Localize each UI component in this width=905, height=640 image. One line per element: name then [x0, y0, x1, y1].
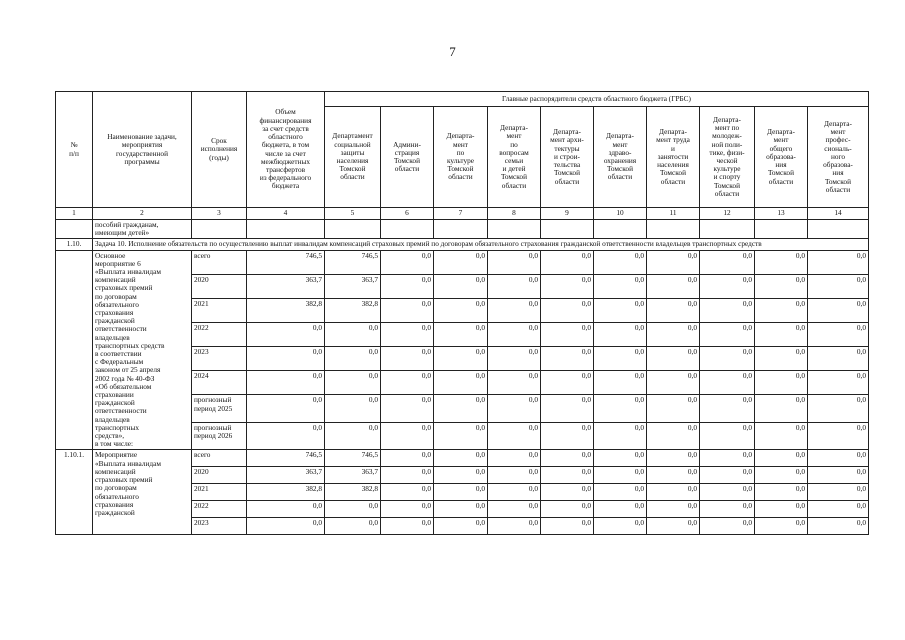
value-cell: 0,0 — [434, 395, 488, 423]
header-term: Срок исполнения (годы) — [192, 92, 247, 208]
header-grbs-8: Департа- мент по молодеж- ной поли- тике, физи- ческой культуре и спорту Томской области — [700, 107, 755, 208]
term-cell: 2024 — [192, 371, 247, 395]
column-number-10: 10 — [594, 208, 647, 220]
value-cell: 0,0 — [700, 395, 755, 423]
task-no: 1.10. — [56, 239, 93, 250]
value-cell: 0,0 — [594, 395, 647, 423]
value-cell: 746,5 — [247, 450, 325, 467]
value-cell: 0,0 — [808, 274, 869, 298]
column-number-2: 2 — [93, 208, 192, 220]
value-cell: 0,0 — [808, 501, 869, 518]
value-cell: 0,0 — [541, 467, 594, 484]
carryover-text: пособий гражданам, имеющим детей» — [93, 220, 192, 239]
value-cell: 0,0 — [700, 422, 755, 450]
value-cell: 0,0 — [325, 518, 381, 535]
value-cell: 0,0 — [755, 322, 808, 346]
value-cell: 0,0 — [594, 422, 647, 450]
value-cell: 0,0 — [700, 484, 755, 501]
value-cell: 0,0 — [647, 371, 700, 395]
header-grbs-9: Департа- мент общего образова- ния Томской области — [755, 107, 808, 208]
task-row — [56, 239, 869, 250]
value-cell: 0,0 — [647, 298, 700, 322]
value-cell: 0,0 — [647, 501, 700, 518]
page-number: 7 — [449, 44, 456, 59]
value-cell: 0,0 — [647, 484, 700, 501]
value-cell: 0,0 — [755, 371, 808, 395]
value-cell: 0,0 — [381, 467, 434, 484]
column-number-7: 7 — [434, 208, 488, 220]
value-cell: 0,0 — [247, 347, 325, 371]
value-cell: 0,0 — [434, 274, 488, 298]
value-cell: 0,0 — [434, 450, 488, 467]
value-cell: 0,0 — [541, 484, 594, 501]
column-number-3: 3 — [192, 208, 247, 220]
term-cell: всего — [192, 250, 247, 274]
value-cell: 0,0 — [541, 347, 594, 371]
value-cell: 0,0 — [808, 347, 869, 371]
column-number-5: 5 — [325, 208, 381, 220]
value-cell: 0,0 — [755, 467, 808, 484]
value-cell: 0,0 — [434, 467, 488, 484]
value-cell: 0,0 — [594, 484, 647, 501]
value-cell: 0,0 — [594, 274, 647, 298]
row-number — [56, 250, 93, 450]
value-cell: 0,0 — [808, 371, 869, 395]
value-cell: 0,0 — [247, 395, 325, 423]
value-cell: 382,8 — [247, 298, 325, 322]
term-cell: прогнозный период 2026 — [192, 422, 247, 450]
term-cell: прогнозный период 2025 — [192, 395, 247, 423]
value-cell: 0,0 — [755, 422, 808, 450]
term-cell: 2020 — [192, 274, 247, 298]
value-cell: 0,0 — [647, 467, 700, 484]
task-text: Задача 10. Исполнение обязательств по осуществлению выплат инвалидам компенсаций страховых премий по договорам обязательного страхования гражданской ответственности владельцев транспортных средств — [93, 239, 869, 250]
value-cell: 382,8 — [325, 484, 381, 501]
value-cell: 0,0 — [381, 422, 434, 450]
value-cell: 0,0 — [594, 518, 647, 535]
value-cell: 0,0 — [594, 450, 647, 467]
value-cell: 0,0 — [381, 347, 434, 371]
value-cell: 0,0 — [488, 274, 541, 298]
table-row — [56, 250, 869, 274]
value-cell: 0,0 — [700, 274, 755, 298]
term-cell: всего — [192, 450, 247, 467]
value-cell: 0,0 — [247, 371, 325, 395]
value-cell: 0,0 — [325, 501, 381, 518]
term-cell: 2023 — [192, 518, 247, 535]
term-cell: 2021 — [192, 484, 247, 501]
value-cell: 0,0 — [594, 467, 647, 484]
value-cell: 0,0 — [755, 395, 808, 423]
value-cell: 0,0 — [247, 322, 325, 346]
value-cell: 0,0 — [700, 298, 755, 322]
header-row-1 — [56, 92, 869, 107]
value-cell: 0,0 — [488, 467, 541, 484]
value-cell: 0,0 — [700, 450, 755, 467]
value-cell: 746,5 — [325, 250, 381, 274]
value-cell: 746,5 — [325, 450, 381, 467]
term-cell: 2022 — [192, 501, 247, 518]
value-cell: 0,0 — [647, 518, 700, 535]
value-cell: 0,0 — [700, 467, 755, 484]
value-cell: 0,0 — [381, 501, 434, 518]
value-cell: 0,0 — [381, 250, 434, 274]
value-cell: 0,0 — [434, 347, 488, 371]
value-cell: 0,0 — [594, 250, 647, 274]
value-cell: 0,0 — [808, 518, 869, 535]
value-cell: 0,0 — [325, 322, 381, 346]
value-cell: 0,0 — [247, 422, 325, 450]
header-grbs-6: Департа- мент здраво- охранения Томской области — [594, 107, 647, 208]
value-cell: 382,8 — [247, 484, 325, 501]
value-cell: 0,0 — [808, 467, 869, 484]
value-cell: 363,7 — [247, 467, 325, 484]
value-cell: 0,0 — [541, 422, 594, 450]
value-cell: 0,0 — [381, 518, 434, 535]
value-cell: 0,0 — [488, 322, 541, 346]
value-cell: 0,0 — [700, 322, 755, 346]
row-number: 1.10.1. — [56, 450, 93, 535]
term-cell: 2022 — [192, 322, 247, 346]
value-cell: 0,0 — [541, 298, 594, 322]
value-cell: 363,7 — [247, 274, 325, 298]
value-cell: 0,0 — [434, 501, 488, 518]
value-cell: 0,0 — [755, 274, 808, 298]
value-cell: 0,0 — [700, 371, 755, 395]
value-cell: 0,0 — [381, 395, 434, 423]
measure-name: Основное мероприятие 6 «Выплата инвалидам компенсаций страховых премий по договорам обязательного страхования гражданской ответственности владельцев транспортных средств в соответствии с Федеральным законом от 25 апреля 2002 года № 40-ФЗ «Об обязательном страховании гражданской ответственности владельцев транспортных средств», в том числе: — [93, 250, 192, 450]
header-grbs-title: Главные распорядители средств областного бюджета (ГРБС) — [325, 92, 869, 107]
value-cell: 0,0 — [325, 395, 381, 423]
value-cell: 0,0 — [808, 395, 869, 423]
value-cell: 0,0 — [808, 298, 869, 322]
value-cell: 0,0 — [541, 322, 594, 346]
header-grbs-3: Департа- мент по культуре Томской области — [434, 107, 488, 208]
value-cell: 0,0 — [541, 395, 594, 423]
header-grbs-4: Департа- мент по вопросам семьи и детей Томской области — [488, 107, 541, 208]
value-cell: 0,0 — [434, 518, 488, 535]
value-cell: 0,0 — [381, 371, 434, 395]
value-cell: 0,0 — [700, 518, 755, 535]
term-cell: 2021 — [192, 298, 247, 322]
value-cell: 0,0 — [381, 450, 434, 467]
value-cell: 0,0 — [808, 422, 869, 450]
value-cell: 0,0 — [434, 250, 488, 274]
value-cell: 0,0 — [434, 484, 488, 501]
column-number-1: 1 — [56, 208, 93, 220]
value-cell: 0,0 — [594, 501, 647, 518]
budget-table — [55, 91, 869, 535]
value-cell: 0,0 — [488, 518, 541, 535]
value-cell: 0,0 — [381, 298, 434, 322]
value-cell: 0,0 — [434, 298, 488, 322]
value-cell: 0,0 — [541, 501, 594, 518]
value-cell: 0,0 — [647, 450, 700, 467]
carryover-row — [56, 220, 869, 239]
carryover-no — [56, 220, 93, 239]
column-numbers-row — [56, 208, 869, 220]
value-cell: 0,0 — [647, 322, 700, 346]
value-cell: 0,0 — [700, 501, 755, 518]
column-number-4: 4 — [247, 208, 325, 220]
header-grbs-10: Департа- мент профес- сиональ- ного образова- ния Томской области — [808, 107, 869, 208]
value-cell: 0,0 — [488, 501, 541, 518]
column-number-11: 11 — [647, 208, 700, 220]
value-cell: 0,0 — [488, 484, 541, 501]
value-cell: 363,7 — [325, 274, 381, 298]
value-cell: 0,0 — [434, 322, 488, 346]
value-cell: 0,0 — [755, 518, 808, 535]
value-cell: 0,0 — [594, 322, 647, 346]
value-cell: 0,0 — [594, 298, 647, 322]
value-cell: 0,0 — [325, 422, 381, 450]
value-cell: 0,0 — [488, 250, 541, 274]
header-grbs-1: Департамент социальной защиты населения Томской области — [325, 107, 381, 208]
value-cell: 0,0 — [381, 274, 434, 298]
value-cell: 0,0 — [700, 347, 755, 371]
value-cell: 0,0 — [488, 422, 541, 450]
header-no: № п/п — [56, 92, 93, 208]
value-cell: 0,0 — [541, 518, 594, 535]
header-grbs-2: Админи- страция Томской области — [381, 107, 434, 208]
value-cell: 0,0 — [755, 298, 808, 322]
column-number-14: 14 — [808, 208, 869, 220]
value-cell: 0,0 — [247, 501, 325, 518]
table-row — [56, 450, 869, 467]
value-cell: 0,0 — [541, 371, 594, 395]
value-cell: 0,0 — [488, 371, 541, 395]
value-cell: 0,0 — [488, 395, 541, 423]
value-cell: 0,0 — [808, 450, 869, 467]
value-cell: 0,0 — [434, 371, 488, 395]
value-cell: 0,0 — [488, 298, 541, 322]
column-number-9: 9 — [541, 208, 594, 220]
header-volume: Объем финансирования за счет средств областного бюджета, в том числе за счет межбюджетных трансфертов из федерального бюджета — [247, 92, 325, 208]
value-cell: 0,0 — [808, 250, 869, 274]
value-cell: 0,0 — [541, 450, 594, 467]
value-cell: 0,0 — [488, 347, 541, 371]
value-cell: 0,0 — [755, 347, 808, 371]
value-cell: 363,7 — [325, 467, 381, 484]
header-name: Наименование задачи, мероприятия государственной программы — [93, 92, 192, 208]
value-cell: 0,0 — [381, 484, 434, 501]
value-cell: 0,0 — [755, 450, 808, 467]
column-number-6: 6 — [381, 208, 434, 220]
value-cell: 0,0 — [755, 250, 808, 274]
value-cell: 0,0 — [488, 450, 541, 467]
value-cell: 0,0 — [647, 422, 700, 450]
value-cell: 0,0 — [808, 322, 869, 346]
column-number-12: 12 — [700, 208, 755, 220]
value-cell: 0,0 — [594, 347, 647, 371]
value-cell: 0,0 — [647, 347, 700, 371]
header-grbs-5: Департа- мент архи- тектуры и строи- тельства Томской области — [541, 107, 594, 208]
column-number-8: 8 — [488, 208, 541, 220]
value-cell: 0,0 — [808, 484, 869, 501]
value-cell: 382,8 — [325, 298, 381, 322]
value-cell: 0,0 — [541, 274, 594, 298]
header-grbs-7: Департа- мент труда и занятости населения Томской области — [647, 107, 700, 208]
value-cell: 0,0 — [700, 250, 755, 274]
measure-name: Мероприятие «Выплата инвалидам компенсаций страховых премий по договорам обязательного страхования гражданской — [93, 450, 192, 535]
value-cell: 0,0 — [541, 250, 594, 274]
value-cell: 0,0 — [381, 322, 434, 346]
term-cell: 2023 — [192, 347, 247, 371]
value-cell: 0,0 — [434, 422, 488, 450]
value-cell: 746,5 — [247, 250, 325, 274]
value-cell: 0,0 — [755, 484, 808, 501]
value-cell: 0,0 — [247, 518, 325, 535]
column-number-13: 13 — [755, 208, 808, 220]
value-cell: 0,0 — [647, 395, 700, 423]
value-cell: 0,0 — [325, 347, 381, 371]
value-cell: 0,0 — [594, 371, 647, 395]
value-cell: 0,0 — [647, 250, 700, 274]
value-cell: 0,0 — [647, 274, 700, 298]
value-cell: 0,0 — [325, 371, 381, 395]
term-cell: 2020 — [192, 467, 247, 484]
value-cell: 0,0 — [755, 501, 808, 518]
